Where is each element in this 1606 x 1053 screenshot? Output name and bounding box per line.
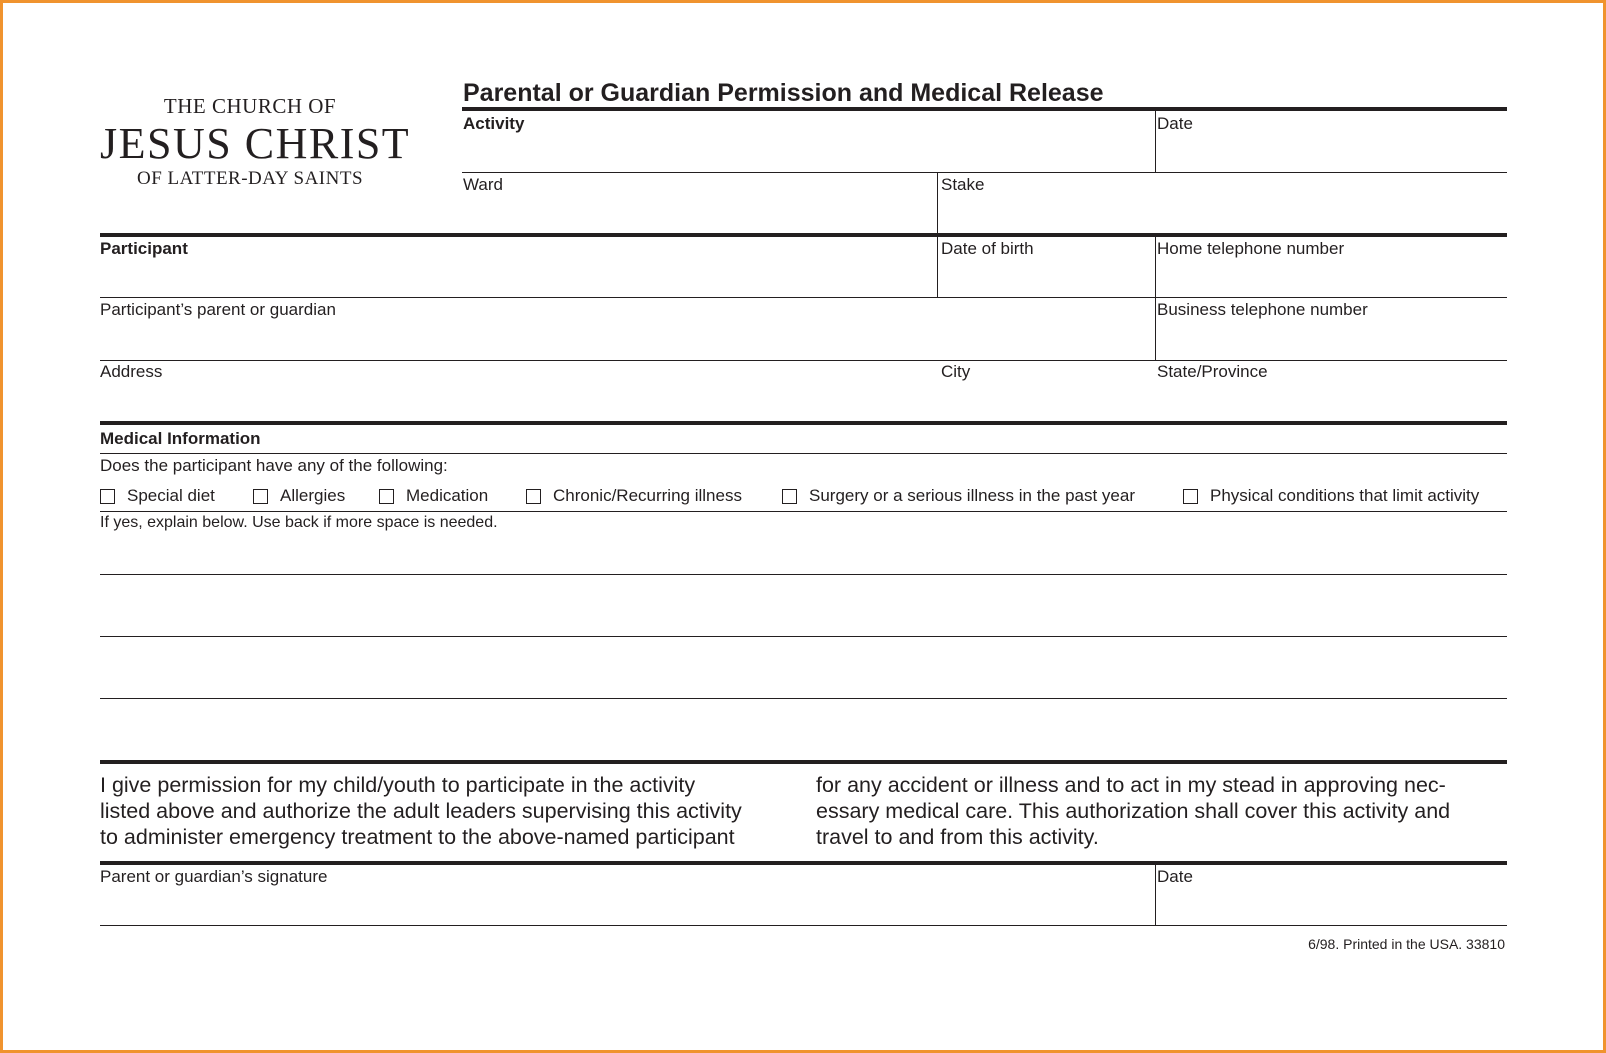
checkbox-label: Medication [406,486,489,505]
date-field[interactable] [1157,128,1507,170]
address-field[interactable] [100,382,934,420]
permission-line: I give permission for my child/youth to participate in the activity [100,773,696,797]
permission-line: to administer emergency treatment to the above-named participant [100,825,735,849]
permission-text-right [816,772,1450,850]
checkbox-label: Physical conditions that limit activity [1210,486,1480,505]
explain-line-2[interactable] [100,596,1507,634]
writing-line [100,636,1507,637]
divider [100,925,1507,926]
checkbox-label: Chronic/Recurring illness [553,486,742,505]
divider [100,511,1507,512]
permission-line: essary medical care. This authorization shall cover this activity and [816,799,1451,823]
stake-label: Stake [941,175,985,194]
ward-label: Ward [463,175,503,194]
writing-line [100,698,1507,699]
checkbox-label: Allergies [280,486,346,505]
explain-instructions: If yes, explain below. Use back if more space is needed. [100,514,498,531]
city-field[interactable] [941,382,1152,420]
ward-field[interactable] [462,192,934,232]
divider [100,453,1507,454]
divider [937,237,938,297]
section-rule [100,760,1507,764]
divider [1155,865,1156,925]
checkbox-medication[interactable] [379,486,488,506]
divider [1155,237,1156,361]
divider [937,172,938,234]
checkbox-box[interactable] [782,489,797,504]
medical-question: Does the participant have any of the following: [100,456,448,475]
home-phone-field[interactable] [1157,256,1507,295]
checkbox-box[interactable] [526,489,541,504]
title-rule [462,107,1507,111]
business-phone-label: Business telephone number [1157,300,1368,319]
divider [462,172,1507,173]
checkbox-physical-conditions[interactable] [1183,486,1479,506]
section-rule [100,233,1507,237]
stake-field[interactable] [941,192,1507,232]
medical-heading: Medical Information [100,429,261,448]
section-rule [100,421,1507,425]
signature-field[interactable] [100,886,1152,924]
writing-line [100,574,1507,575]
org-name-line2: JESUS CHRIST [100,119,411,168]
activity-field[interactable] [462,128,1152,170]
permission-line: for any accident or illness and to act in my stead in approving nec- [816,773,1446,797]
business-phone-field[interactable] [1157,318,1507,358]
dob-field[interactable] [941,256,1152,295]
form-title: Parental or Guardian Permission and Medical Release [463,79,1104,107]
address-label: Address [100,362,163,381]
permission-line: travel to and from this activity. [816,825,1099,849]
explain-line-1[interactable] [100,534,1507,572]
signature-date-field[interactable] [1157,886,1507,924]
participant-field[interactable] [100,256,934,295]
permission-line: listed above and authorize the adult leaders supervising this activity [100,799,742,823]
org-name-line3: OF LATTER-DAY SAINTS [136,168,364,189]
divider [100,360,1507,361]
checkbox-box[interactable] [100,489,115,504]
org-name-line1: THE CHURCH OF [163,94,337,118]
activity-label: Activity [463,114,525,133]
checkbox-box[interactable] [253,489,268,504]
checkbox-special-diet[interactable] [100,486,215,506]
checkbox-chronic-illness[interactable] [526,486,742,506]
signature-date-label: Date [1157,867,1193,886]
signature-label: Parent or guardian’s signature [100,867,328,886]
state-province-label: State/Province [1157,362,1268,381]
dob-label: Date of birth [941,239,1034,258]
checkbox-label: Surgery or a serious illness in the past year [809,486,1135,505]
parent-guardian-field[interactable] [100,318,1152,358]
date-label: Date [1157,114,1193,133]
checkbox-allergies[interactable] [253,486,345,506]
participant-label: Participant [100,239,188,258]
checkbox-box[interactable] [1183,489,1198,504]
home-phone-label: Home telephone number [1157,239,1345,258]
checkbox-box[interactable] [379,489,394,504]
city-label: City [941,362,971,381]
section-rule [100,861,1507,865]
checkbox-surgery[interactable] [782,486,1135,506]
permission-text-left [100,772,742,850]
state-province-field[interactable] [1157,382,1507,420]
explain-line-3[interactable] [100,658,1507,696]
divider [1155,111,1156,172]
checkbox-label: Special diet [127,486,215,505]
parent-guardian-label: Participant’s parent or guardian [100,300,336,319]
print-code: 6/98. Printed in the USA. 33810 [1308,936,1505,952]
divider [100,297,1507,298]
